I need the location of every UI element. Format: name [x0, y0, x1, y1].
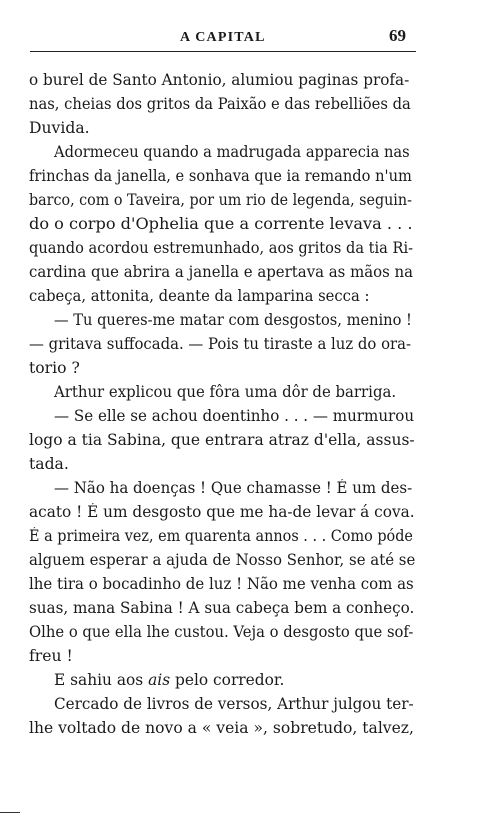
- text-line: o burel de Santo Antonio, alumiou paginas profa-: [29, 71, 410, 89]
- text-line: cabeça, attonita, deante da lamparina secca :: [29, 287, 370, 305]
- text-line: Adormeceu quando a madrugada apparecia nas: [54, 143, 410, 161]
- text-line: lhe voltado de novo a « veia », sobretudo, talvez,: [29, 719, 414, 737]
- text-line: — Se elle se achou doentinho . . . — murmurou: [54, 407, 415, 425]
- text-line: quando acordou estremunhado, aos gritos da tia Ri-: [29, 239, 414, 257]
- page-number: 69: [389, 26, 406, 45]
- text-line: do o corpo d'Ophelia que a corrente levava . . .: [29, 215, 413, 233]
- italic-word: ais: [148, 671, 171, 689]
- text-line: — gritava suffocada. — Pois tu tiraste a luz do ora-: [29, 335, 411, 353]
- text-line: [54, 671, 284, 689]
- text-line: nas, cheias dos gritos da Paixão e das rebelliões da: [29, 95, 411, 113]
- text-line: acato ! É um desgosto que me ha-de levar á cova.: [29, 503, 415, 521]
- text-line: torio ?: [29, 359, 80, 377]
- text-line: Cercado de livros de versos, Arthur julgou ter-: [54, 695, 414, 713]
- text-line: — Não ha doenças ! Que chamasse ! É um des-: [54, 479, 413, 497]
- text-line: Arthur explicou que fôra uma dôr de barriga.: [54, 383, 397, 401]
- text-line: tada.: [29, 455, 69, 473]
- text-line: É a primeira vez, em quarenta annos . . . Como póde: [29, 527, 413, 545]
- text-line: alguem esperar a ajuda de Nosso Senhor, se até se: [29, 551, 416, 569]
- text-span: pelo corredor.: [170, 671, 285, 689]
- text-line: cardina que abrira a janella e apertava as mãos na: [29, 263, 414, 281]
- running-title: A CAPITAL: [180, 30, 266, 45]
- text-line: barco, com o Taveira, por um rio de legenda, seguin-: [29, 191, 412, 209]
- scan-edge-mark: [0, 812, 20, 813]
- text-line: freu !: [29, 647, 73, 665]
- text-line: suas, mana Sabina ! A sua cabeça bem a conheço.: [29, 599, 415, 617]
- text-line: — Tu queres-me matar com desgostos, menino !: [54, 311, 412, 329]
- text-line: frinchas da janella, e sonhava que ia remando n'um: [29, 167, 412, 185]
- text-span: E sahiu aos: [54, 671, 149, 689]
- text-line: Olhe o que ella lhe custou. Veja o desgosto que sof-: [29, 623, 414, 641]
- header-rule: [30, 51, 416, 52]
- text-line: lhe tira o bocadinho de luz ! Não me venha com as: [29, 575, 414, 593]
- text-line: Duvida.: [29, 119, 90, 137]
- text-line: logo a tia Sabina, que entrara atraz d'ella, assus-: [29, 431, 415, 449]
